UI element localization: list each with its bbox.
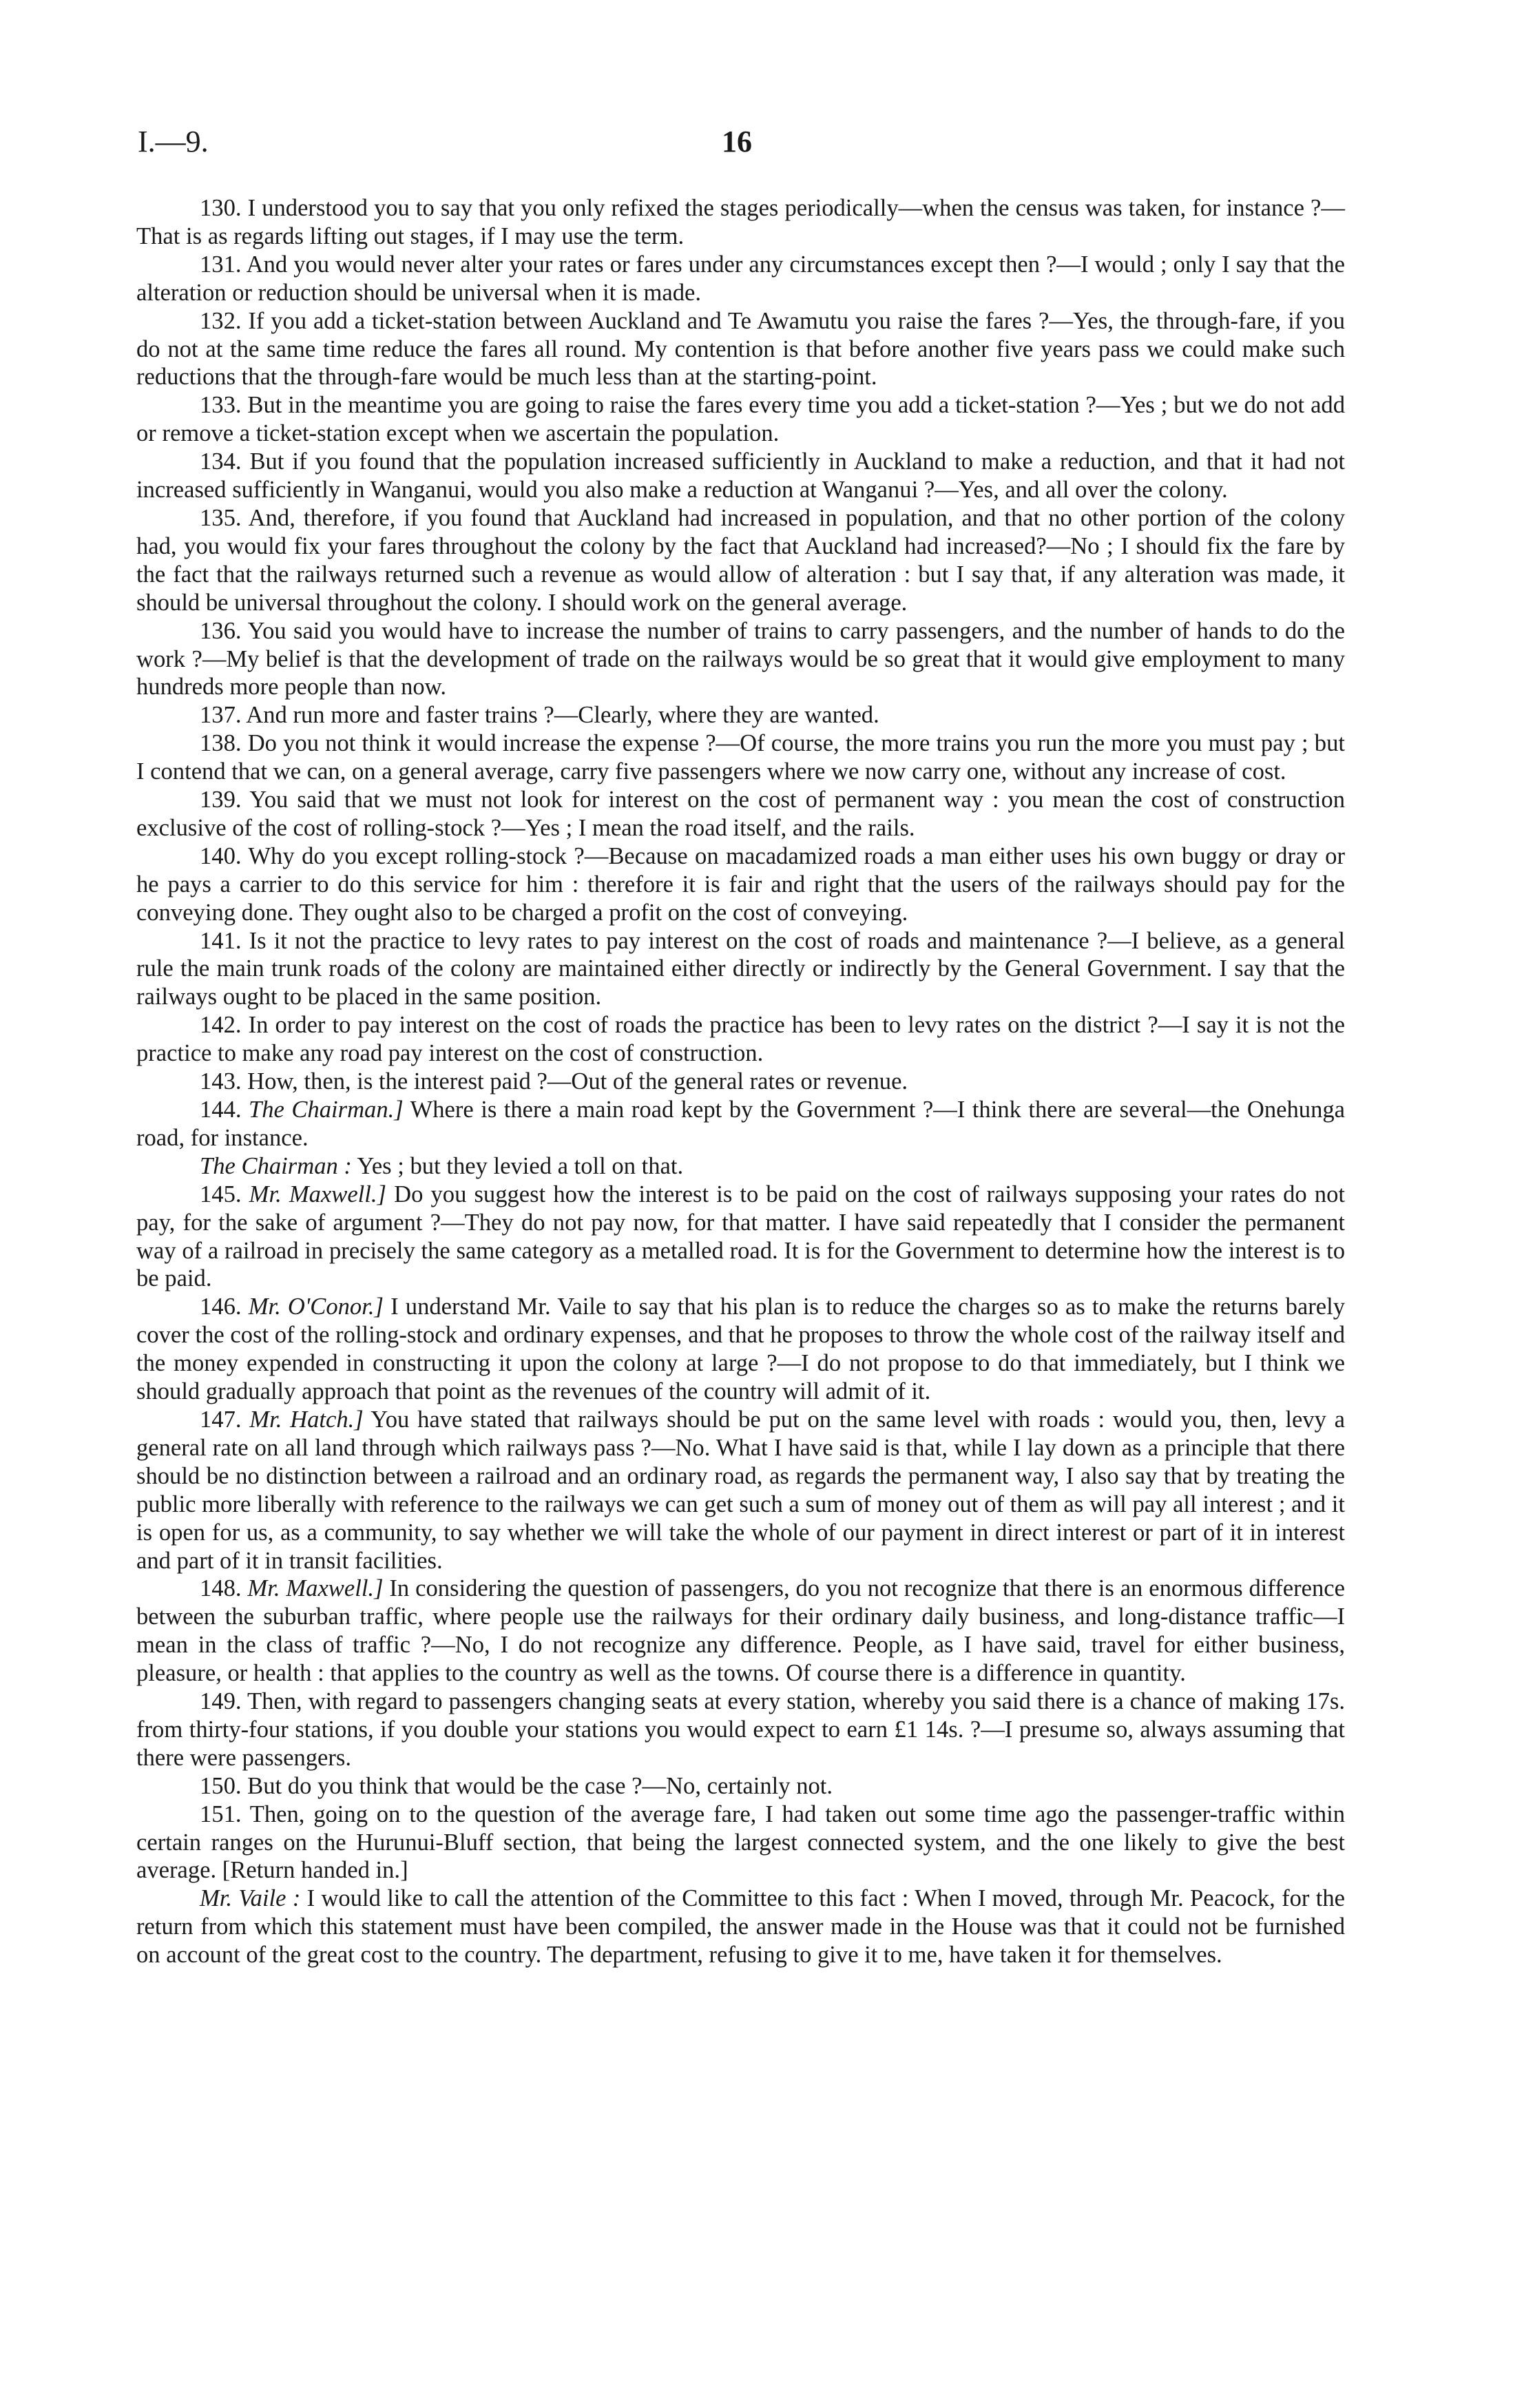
paragraph-text: Then, with regard to passengers changing seats at every station, whereby you said there is a chance of making 17s. from thirty-four stations, if you double your stations you would expect to earn £1 14s. ?—I presume so, always assuming that there were passengers. <box>136 1688 1345 1771</box>
evidence-paragraph <box>136 842 1345 927</box>
paragraph-text: I understood you to say that you only refixed the stages periodically—when the census was taken, for instance ?—That is as regards lifting out stages, if I may use the term. <box>136 195 1345 249</box>
page-header <box>138 124 1336 165</box>
paragraph-text: How, then, is the interest paid ?—Out of the general rates or revenue. <box>247 1068 908 1095</box>
speaker-name: Mr. O'Conor.] <box>248 1294 384 1320</box>
evidence-paragraph <box>136 701 1345 729</box>
paragraph-text: You have stated that railways should be put on the same level with roads : would you, then, levy a general rate on all land through which railways pass ?—No. What I have said is that, while I lay down as a principle that there should be no distinction between a railroad and an ordinary road, as regards the permanent way, I also say that by treating the public more liberally with reference to the railways we can get such a sum of money out of them as will pay all interest ; and it is open for us, as a community, to say whether we will take the whole of our payment in direct interest or part of it in interest and part of it in transit facilities. <box>136 1406 1345 1574</box>
paragraph-text: Yes ; but they levied a toll on that. <box>357 1152 684 1179</box>
paragraph-text: You said you would have to increase the number of trains to carry passengers, and the number of hands to do the work ?—My belief is that the development of trade on the railways would be so great that it would give employment to many hundreds more people than now. <box>136 617 1345 700</box>
question-number: 138. <box>200 730 242 757</box>
evidence-paragraph <box>136 307 1345 392</box>
evidence-paragraph <box>136 1096 1345 1152</box>
question-number: 133. <box>200 392 242 419</box>
paragraph-text: You said that we must not look for interest on the cost of permanent way : you mean the cost of construction exclusive of the cost of rolling-stock ?—Yes ; I mean the road itself, and the rails. <box>136 787 1345 841</box>
question-number: 130. <box>200 195 242 221</box>
evidence-paragraph <box>136 391 1345 448</box>
question-number: 150. <box>200 1772 242 1799</box>
paragraph-text: Where is there a main road kept by the Government ?—I think there are several—the Onehunga road, for instance. <box>136 1097 1345 1151</box>
speaker-name: The Chairman.] <box>249 1097 404 1123</box>
minutes-of-evidence <box>136 194 1345 1969</box>
question-number: 144. <box>200 1097 242 1123</box>
evidence-paragraph <box>136 1406 1345 1575</box>
question-number: 142. <box>200 1012 242 1039</box>
paragraph-text: Do you suggest how the interest is to be paid on the cost of railways supposing your rates do not pay, for the sake of argument ?—They do not pay now, for that matter. I have said repeatedly that I consider the permanent way of a railroad in precisely the same category as a metalled road. It is for the Government to determine how the interest is to be paid. <box>136 1181 1345 1292</box>
evidence-paragraph <box>136 1181 1345 1294</box>
question-number: 140. <box>200 842 242 869</box>
page-number: 16 <box>722 125 752 158</box>
paragraph-text: And you would never alter your rates or fares under any circumstances except then ?—I would ; only I say that the alteration or reduction should be universal when it is made. <box>136 251 1345 306</box>
paragraph-text: In considering the question of passengers, do you not recognize that there is an enormous difference between the suburban traffic, where people use the railways for their ordinary daily business, and long-distance traffic—I mean in the class of traffic ?—No, I do not recognize any difference. People, as I have said, travel for either business, pleasure, or health : that applies to the country as well as the towns. Of course there is a difference in quantity. <box>136 1575 1345 1687</box>
paragraph-text: Do you not think it would increase the expense ?—Of course, the more trains you run the more you must pay ; but I contend that we can, on a general average, carry five passengers where we now carry one, without any increase of cost. <box>136 730 1345 785</box>
evidence-paragraph <box>136 1152 1345 1181</box>
question-number: 131. <box>200 251 242 278</box>
paragraph-text: But in the meantime you are going to raise the fares every time you add a ticket-station ?—Yes ; but we do not add or remove a ticket-station except when we ascertain the population. <box>136 392 1345 447</box>
question-number: 134. <box>200 448 242 475</box>
evidence-paragraph <box>136 927 1345 1012</box>
paragraph-text: And, therefore, if you found that Auckland had increased in population, and that no other portion of the colony had, you would fix your fares throughout the colony by the fact that Auckland had increased?—No ; I should fix the fare by the fact that the railways returned such a revenue as would allow of alteration : but I say that, if any alteration was made, it should be universal throughout the colony. I should work on the general average. <box>136 504 1345 616</box>
speaker-name: The Chairman : <box>200 1152 352 1179</box>
evidence-paragraph <box>136 251 1345 307</box>
evidence-paragraph <box>136 729 1345 786</box>
evidence-paragraph <box>136 448 1345 504</box>
question-number: 135. <box>200 504 242 531</box>
evidence-paragraph <box>136 1772 1345 1800</box>
question-number: 136. <box>200 617 242 644</box>
speaker-name: Mr. Maxwell.] <box>247 1575 384 1602</box>
evidence-paragraph <box>136 786 1345 842</box>
evidence-paragraph <box>136 1293 1345 1406</box>
evidence-paragraph <box>136 1885 1345 1969</box>
evidence-paragraph <box>136 1688 1345 1772</box>
paragraph-text: But if you found that the population increased sufficiently in Auckland to make a reduction, and that it had not increased sufficiently in Wanganui, would you also make a reduction at Wanganui ?—Yes, and all over the colony. <box>136 448 1345 504</box>
document-id: I.—9. <box>138 125 209 158</box>
paragraph-text: Then, going on to the question of the average fare, I had taken out some time ago the passenger-traffic within certain ranges on the Hurunui-Bluff section, that being the largest connected system, and the one likely to give the best average. [Return handed in.] <box>136 1800 1345 1884</box>
question-number: 147. <box>200 1406 242 1433</box>
evidence-paragraph <box>136 1068 1345 1096</box>
evidence-paragraph <box>136 194 1345 251</box>
paragraph-text: In order to pay interest on the cost of roads the practice has been to levy rates on the district ?—I say it is not the practice to make any road pay interest on the cost of construction. <box>136 1012 1345 1067</box>
question-number: 141. <box>200 927 242 954</box>
paragraph-text: But do you think that would be the case ?—No, certainly not. <box>247 1772 833 1799</box>
question-number: 148. <box>200 1575 242 1602</box>
speaker-name: Mr. Hatch.] <box>249 1406 364 1433</box>
speaker-name: Mr. Vaile : <box>200 1885 301 1912</box>
question-number: 149. <box>200 1688 242 1715</box>
question-number: 132. <box>200 307 242 334</box>
question-number: 139. <box>200 787 242 813</box>
question-number: 151. <box>200 1800 242 1827</box>
paragraph-text: Is it not the practice to levy rates to pay interest on the cost of roads and maintenance ?—I believe, as a general rule the main trunk roads of the colony are maintained either directly or indirectly by the General Government. I say that the railways ought to be placed in the same position. <box>136 927 1345 1010</box>
question-number: 146. <box>200 1294 242 1320</box>
evidence-paragraph <box>136 617 1345 702</box>
paragraph-text: If you add a ticket-station between Auckland and Te Awamutu you raise the fares ?—Yes, the through-fare, if you do not at the same time reduce the fares all round. My contention is that before another five years pass we could make such reductions that the through-fare would be much less than at the starting-point. <box>136 307 1345 391</box>
question-number: 143. <box>200 1068 242 1095</box>
evidence-paragraph <box>136 1011 1345 1068</box>
evidence-paragraph <box>136 1800 1345 1885</box>
evidence-paragraph <box>136 504 1345 617</box>
speaker-name: Mr. Maxwell.] <box>249 1181 386 1207</box>
paragraph-text: I would like to call the attention of the Committee to this fact : When I moved, through Mr. Peacock, for the return from which this statement must have been compiled, the answer made in the House was that it could not be furnished on account of the great cost to the country. The department, refusing to give it to me, have taken it for themselves. <box>136 1885 1345 1969</box>
evidence-paragraph <box>136 1575 1345 1688</box>
question-number: 145. <box>200 1181 242 1207</box>
paragraph-text: And run more and faster trains ?—Clearly, where they are wanted. <box>246 702 879 729</box>
paragraph-text: Why do you except rolling-stock ?—Because on macadamized roads a man either uses his own buggy or dray or he pays a carrier to do this service for him : therefore it is fair and right that the users of the railways should pay for the conveying done. They ought also to be charged a profit on the cost of conveying. <box>136 842 1345 926</box>
paragraph-text: I understand Mr. Vaile to say that his plan is to reduce the charges so as to make the returns barely cover the cost of the rolling-stock and ordinary expenses, and that he proposes to throw the whole cost of the railway itself and the money expended in constructing it upon the colony at large ?—I do not propose to do that immediately, but I think we should gradually approach that point as the revenues of the country will admit of it. <box>136 1294 1345 1405</box>
question-number: 137. <box>200 702 242 729</box>
